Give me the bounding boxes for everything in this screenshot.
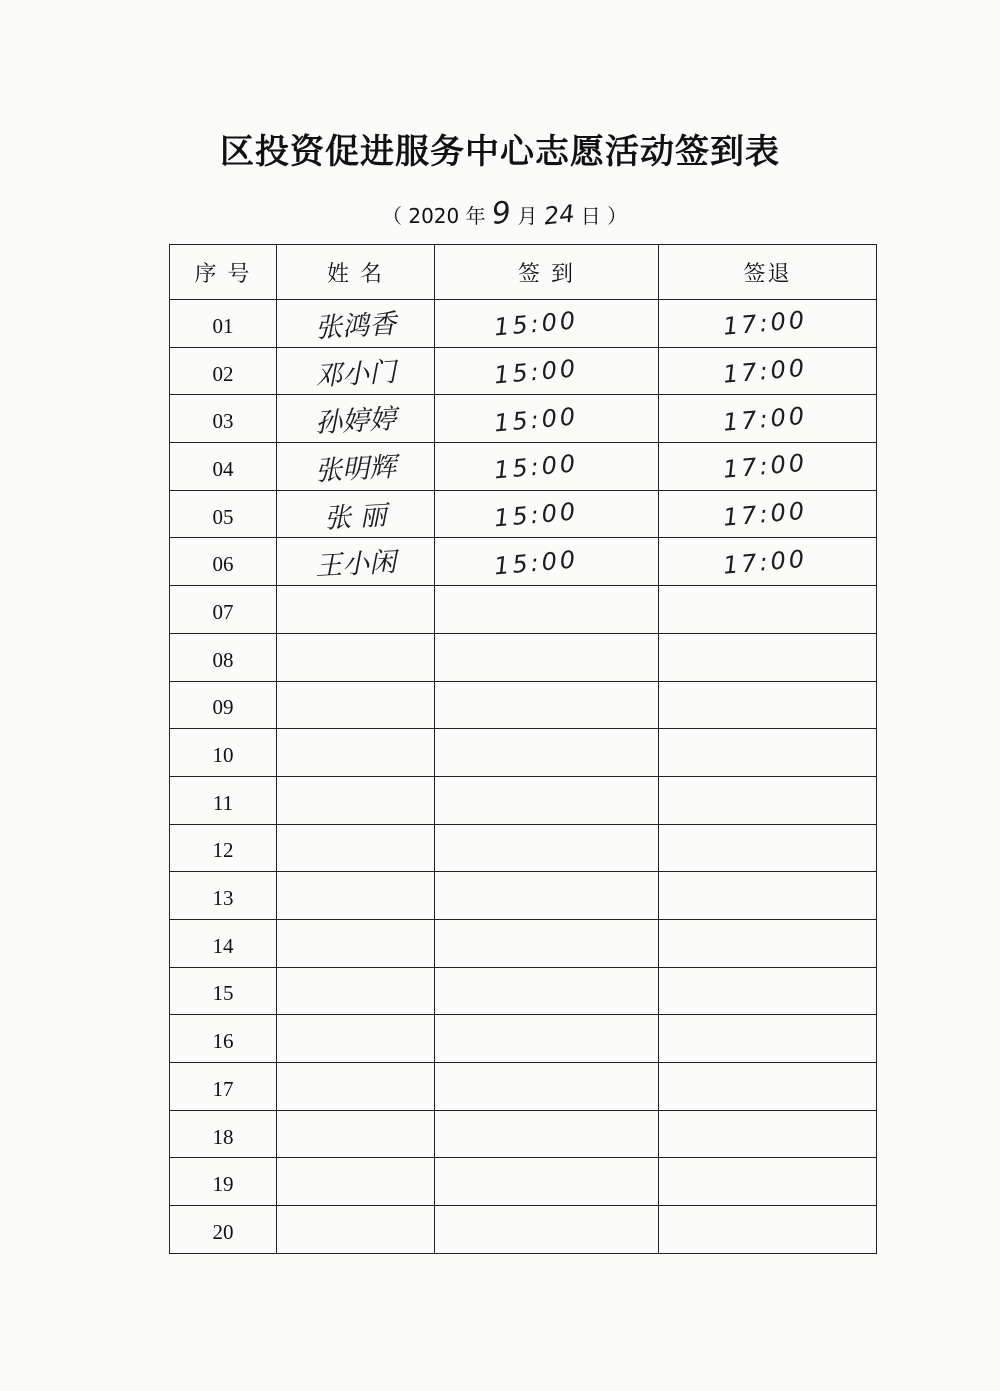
table-row <box>170 872 877 920</box>
row-number: 13 <box>212 886 234 911</box>
date-day-char: 日 <box>580 204 601 228</box>
date-month-char: 月 <box>517 204 538 228</box>
row-number: 06 <box>212 552 234 577</box>
row-sign-in-cell <box>435 490 659 538</box>
row-sign-out-cell <box>659 538 877 586</box>
row-sign-in-cell <box>435 1063 659 1111</box>
row-number: 02 <box>212 361 234 386</box>
row-sign-in-cell <box>435 681 659 729</box>
row-sign-out-cell <box>659 347 877 395</box>
row-sign-in-cell <box>435 633 659 681</box>
row-name-cell <box>277 1015 435 1063</box>
row-number: 19 <box>212 1172 234 1197</box>
row-sign-out-cell <box>659 681 877 729</box>
row-number-cell <box>170 1015 277 1063</box>
row-number: 14 <box>212 933 234 958</box>
row-name-cell <box>277 1063 435 1111</box>
row-number-cell <box>170 490 277 538</box>
row-sign-in-cell <box>435 443 659 491</box>
row-sign-out-cell <box>659 967 877 1015</box>
row-sign-out-cell <box>659 1158 877 1206</box>
table-row <box>170 538 877 586</box>
row-sign-out-cell <box>659 586 877 634</box>
row-sign-in-cell <box>435 1158 659 1206</box>
row-number-cell <box>170 681 277 729</box>
row-sign-in-cell <box>435 776 659 824</box>
row-number: 09 <box>212 695 234 720</box>
row-sign-out: 17:00 <box>722 353 809 389</box>
row-sign-out-cell <box>659 490 877 538</box>
row-number-cell <box>170 824 277 872</box>
row-number-cell <box>170 443 277 491</box>
date-year: 2020 <box>408 204 460 228</box>
row-number-cell <box>170 300 277 348</box>
row-number-cell <box>170 586 277 634</box>
row-number-cell <box>170 538 277 586</box>
table-row <box>170 1015 877 1063</box>
row-sign-out: 17:00 <box>722 544 809 580</box>
row-sign-in: 15:00 <box>493 545 580 581</box>
table-row <box>170 633 877 681</box>
row-sign-in-cell <box>435 538 659 586</box>
row-number: 10 <box>212 743 234 768</box>
row-sign-out-cell <box>659 443 877 491</box>
row-name-cell <box>277 490 435 538</box>
row-sign-in-cell <box>435 1206 659 1254</box>
row-sign-in: 15:00 <box>493 401 580 438</box>
row-number: 04 <box>212 456 234 481</box>
row-number-cell <box>170 395 277 443</box>
row-name: 王小闲 <box>314 547 397 583</box>
page-title: 区投资促进服务中心志愿活动签到表 <box>220 132 780 172</box>
row-number-cell <box>170 1063 277 1111</box>
row-number-cell <box>170 872 277 920</box>
row-sign-out: 17:00 <box>722 305 809 342</box>
row-name-cell <box>277 729 435 777</box>
row-sign-in-cell <box>435 300 659 348</box>
table-row <box>170 1110 877 1158</box>
row-number-cell <box>170 729 277 777</box>
row-name: 张鸿香 <box>314 308 397 344</box>
row-number-cell <box>170 633 277 681</box>
row-number: 18 <box>212 1124 234 1149</box>
row-number: 05 <box>212 504 234 529</box>
row-sign-out-cell <box>659 1110 877 1158</box>
row-sign-out-cell <box>659 824 877 872</box>
row-name: 孙婷婷 <box>314 404 397 440</box>
row-sign-in-cell <box>435 824 659 872</box>
row-number: 16 <box>212 1029 234 1054</box>
row-number-cell <box>170 967 277 1015</box>
table-row <box>170 824 877 872</box>
table-row <box>170 681 877 729</box>
row-number-cell <box>170 1206 277 1254</box>
row-sign-in-cell <box>435 919 659 967</box>
table-row <box>170 919 877 967</box>
row-number: 11 <box>212 790 234 815</box>
row-name-cell <box>277 872 435 920</box>
table-header-row <box>170 245 877 300</box>
row-sign-in-cell <box>435 967 659 1015</box>
date-month: 9 <box>490 195 513 232</box>
table-row <box>170 776 877 824</box>
row-number: 12 <box>212 838 234 863</box>
table-row <box>170 1063 877 1111</box>
row-sign-in-cell <box>435 586 659 634</box>
signin-table <box>169 244 877 1254</box>
table-row <box>170 490 877 538</box>
row-sign-in-cell <box>435 347 659 395</box>
row-number: 15 <box>212 981 234 1006</box>
row-name-cell <box>277 633 435 681</box>
table-row <box>170 1206 877 1254</box>
row-sign-out-cell <box>659 729 877 777</box>
date-line <box>382 196 627 231</box>
row-name-cell <box>277 538 435 586</box>
table-row <box>170 347 877 395</box>
table-row <box>170 729 877 777</box>
row-name-cell <box>277 824 435 872</box>
row-number-cell <box>170 1110 277 1158</box>
row-number: 03 <box>212 409 234 434</box>
row-sign-in: 15:00 <box>493 306 580 342</box>
row-sign-out: 17:00 <box>722 496 809 532</box>
row-sign-out: 17:00 <box>722 448 809 485</box>
header-name: 姓 名 <box>277 245 435 300</box>
row-sign-in-cell <box>435 872 659 920</box>
row-name-cell <box>277 586 435 634</box>
row-name-cell <box>277 300 435 348</box>
date-open-paren: （ <box>382 204 402 228</box>
row-sign-out-cell <box>659 776 877 824</box>
row-name-cell <box>277 681 435 729</box>
row-sign-out-cell <box>659 395 877 443</box>
row-number: 01 <box>212 313 234 338</box>
row-number: 07 <box>212 599 234 624</box>
row-sign-out-cell <box>659 872 877 920</box>
row-number: 08 <box>212 647 234 672</box>
row-number-cell <box>170 1158 277 1206</box>
row-sign-out: 17:00 <box>722 401 809 437</box>
row-name-cell <box>277 967 435 1015</box>
row-sign-in: 15:00 <box>493 449 580 485</box>
row-sign-in: 15:00 <box>493 497 580 533</box>
row-sign-out-cell <box>659 919 877 967</box>
row-name-cell <box>277 919 435 967</box>
row-name-cell <box>277 443 435 491</box>
row-sign-out-cell <box>659 300 877 348</box>
row-number-cell <box>170 919 277 967</box>
row-number: 20 <box>212 1219 234 1244</box>
header-sign-out: 签退 <box>659 245 877 300</box>
row-name-cell <box>277 776 435 824</box>
row-sign-out-cell <box>659 1206 877 1254</box>
row-name-cell <box>277 395 435 443</box>
row-name: 张 丽 <box>323 499 388 535</box>
table-row <box>170 1158 877 1206</box>
row-name-cell <box>277 1110 435 1158</box>
row-sign-in-cell <box>435 1015 659 1063</box>
row-sign-in-cell <box>435 1110 659 1158</box>
row-name-cell <box>277 1206 435 1254</box>
row-sign-out-cell <box>659 1063 877 1111</box>
row-number-cell <box>170 776 277 824</box>
table-row <box>170 967 877 1015</box>
row-name-cell <box>277 1158 435 1206</box>
row-sign-in-cell <box>435 395 659 443</box>
row-sign-in-cell <box>435 729 659 777</box>
table-row <box>170 586 877 634</box>
row-number: 17 <box>212 1076 234 1101</box>
row-sign-out-cell <box>659 1015 877 1063</box>
row-number-cell <box>170 347 277 395</box>
date-close-paren: ） <box>607 204 628 228</box>
row-sign-in: 15:00 <box>493 354 580 390</box>
row-sign-out-cell <box>659 633 877 681</box>
row-name-cell <box>277 347 435 395</box>
date-day: 24 <box>542 199 576 231</box>
table-row <box>170 300 877 348</box>
row-name: 邓小门 <box>314 356 397 392</box>
header-number: 序 号 <box>170 245 277 300</box>
table-row <box>170 395 877 443</box>
row-name: 张明辉 <box>314 451 397 488</box>
table-row <box>170 443 877 491</box>
header-sign-in: 签 到 <box>435 245 659 300</box>
date-year-char: 年 <box>465 204 486 228</box>
